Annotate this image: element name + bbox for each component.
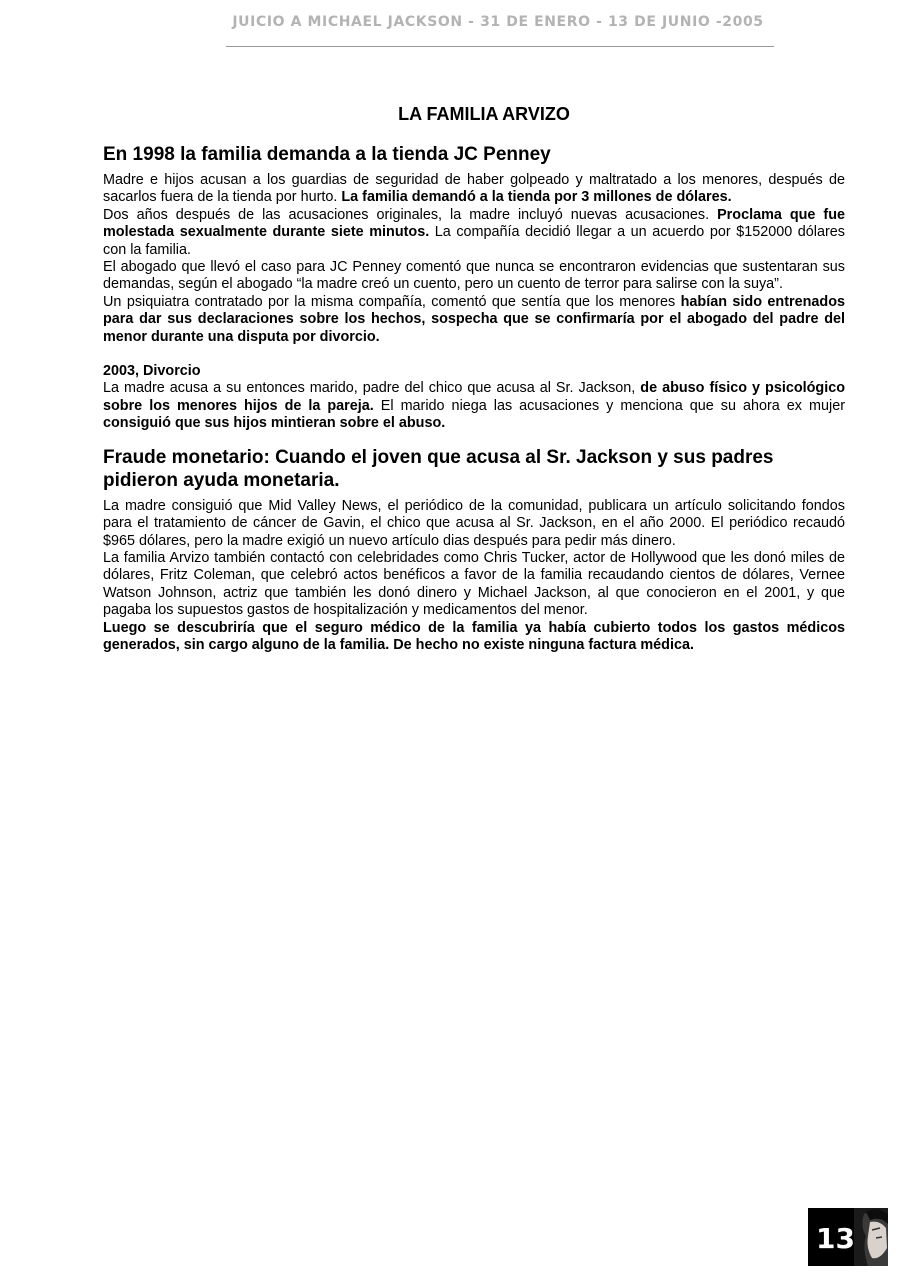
section-heading-fraude: Fraude monetario: Cuando el joven que acusa al Sr. Jackson y sus padres pidieron ayuda monetaria. bbox=[103, 446, 774, 491]
subheading-divorcio: 2003, Divorcio bbox=[103, 363, 201, 380]
text-run: La madre acusa a su entonces marido, padre del chico que acusa al Sr. Jackson, bbox=[103, 380, 641, 397]
paragraph bbox=[103, 380, 845, 432]
paragraph bbox=[103, 294, 845, 346]
text-run: El marido niega las acusaciones y menciona que su ahora ex mujer bbox=[373, 397, 845, 414]
spacer bbox=[103, 346, 845, 363]
spacer bbox=[103, 433, 845, 446]
header-divider bbox=[226, 46, 774, 47]
bold-text-run: Luego se descubriría que el seguro médico de la familia ya había cubierto todos los gastos médicos generados, sin cargo alguno de la familia. De hecho no existe ninguna factura médica. bbox=[103, 619, 845, 653]
text-run: La compañía decidió llegar a un acuerdo por $152000 dólares con la familia. bbox=[103, 224, 845, 258]
paragraph bbox=[103, 172, 845, 207]
paragraph: El abogado que llevó el caso para JC Penney comentó que nunca se encontraron evidencias que sustentaran sus demandas, según el abogado “la madre creó un cuento, pero un cuento de terror para salirse con la suya”. bbox=[103, 259, 845, 293]
portrait-icon bbox=[854, 1208, 888, 1266]
text-run: Dos años después de las acusaciones originales, la madre incluyó nuevas acusaciones. bbox=[103, 206, 718, 223]
bold-text-run: habían sido entrenados para dar sus declaraciones sobre los hechos, sospecha que se confirmaría por el abogado del padre del menor durante una disputa por divorcio. bbox=[103, 293, 845, 345]
paragraph bbox=[103, 620, 845, 655]
page-content bbox=[103, 104, 845, 654]
bold-text-run: de abuso físico y psicológico sobre los menores hijos de la pareja. bbox=[103, 380, 845, 414]
text-run: Madre e hijos acusan a los guardias de seguridad de haber golpeado y maltratado a los menores, después de sacarlos fuera de la tienda por hurto. bbox=[103, 172, 845, 206]
bold-text-run: La familia demandó a la tienda por 3 millones de dólares. bbox=[341, 189, 732, 206]
text-run: Un psiquiatra contratado por la misma compañía, comentó que sentía que los menores bbox=[103, 293, 681, 310]
bold-text-run: consiguió que sus hijos mintieran sobre el abuso. bbox=[103, 415, 446, 432]
running-header: JUICIO A MICHAEL JACKSON - 31 DE ENERO - 13 DE JUNIO -2005 bbox=[232, 14, 764, 30]
section-heading-jc-penney: En 1998 la familia demanda a la tienda JC Penney bbox=[103, 144, 551, 165]
bold-text-run: Proclama que fue molestada sexualmente durante siete minutos. bbox=[103, 206, 845, 241]
page-title: LA FAMILIA ARVIZO bbox=[398, 104, 570, 124]
page-number-badge bbox=[808, 1208, 888, 1266]
paragraph: La madre consiguió que Mid Valley News, el periódico de la comunidad, publicara un artículo solicitando fondos para el tratamiento de cáncer de Gavin, el chico que acusa al Sr. Jackson, en el año 2000. El periódico recaudó $965 dólares, pero la madre exigió un nuevo artículo dias después para pedir más dinero. bbox=[103, 497, 845, 549]
page-number: 13 bbox=[816, 1222, 855, 1255]
paragraph bbox=[103, 207, 845, 259]
paragraph: La familia Arvizo también contactó con celebridades como Chris Tucker, actor de Hollywood que les donó miles de dólares, Fritz Coleman, que celebró actos benéficos a favor de la familia recaudando cientos de dólares, Vernee Watson Johnson, actriz que también les donó dinero y Michael Jackson, al que conocieron en el 2001, y que pagaba los supuestos gastos de hospitalización y medicamentos del menor. bbox=[103, 549, 845, 619]
